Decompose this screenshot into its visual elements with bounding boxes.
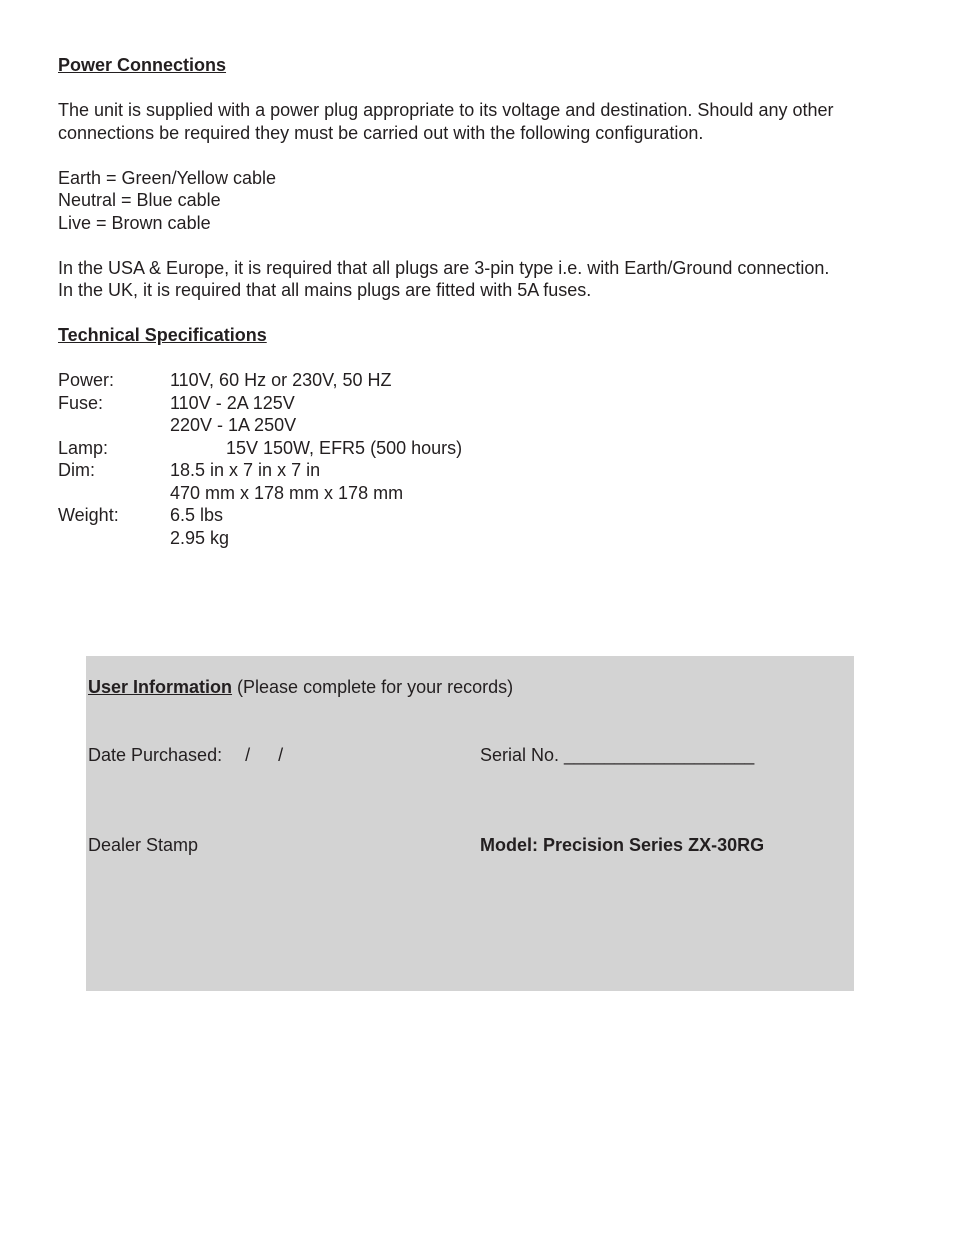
spec-label: Weight:	[58, 505, 119, 525]
spec-value: 110V, 60 Hz or 230V, 50 HZ	[170, 370, 392, 390]
technical-specifications-heading: Technical Specifications	[58, 325, 267, 345]
user-information-title	[88, 676, 513, 699]
spec-value: 18.5 in x 7 in x 7 in	[170, 460, 321, 480]
spec-label	[58, 482, 170, 505]
spec-value: 2.95 kg	[170, 527, 230, 548]
spec-row-dim	[58, 459, 898, 482]
user-information-subtitle: (Please complete for your records)	[232, 677, 514, 697]
spec-value: 110V - 2A 125V	[170, 392, 295, 413]
wiring-neutral: Neutral = Blue cable	[58, 190, 221, 210]
wiring-live: Live = Brown cable	[58, 212, 211, 233]
spec-row-fuse-2	[58, 414, 898, 437]
spec-row-dim-2	[58, 482, 898, 505]
spec-label: Power:	[58, 370, 115, 390]
spec-row-fuse	[58, 392, 898, 415]
date-separator: /	[278, 745, 284, 765]
document-page	[58, 54, 898, 549]
power-connections-heading: Power Connections	[58, 55, 227, 75]
spec-label: Lamp:	[58, 437, 109, 458]
serial-number-field[interactable]: Serial No. ___________________	[480, 745, 755, 765]
user-information-box	[86, 656, 854, 991]
spec-value: 470 mm x 178 mm x 178 mm	[170, 482, 404, 503]
spec-label	[58, 527, 170, 550]
spec-value: 15V 150W, EFR5 (500 hours)	[226, 437, 463, 458]
spec-label: Dim:	[58, 460, 95, 480]
dealer-stamp-label: Dealer Stamp	[88, 835, 199, 855]
model-label: Model: Precision Series ZX-30RG	[480, 835, 765, 855]
spec-value: 6.5 lbs	[170, 505, 224, 525]
plug-note-uk: In the UK, it is required that all mains plugs are fitted with 5A fuses.	[58, 280, 592, 300]
spec-row-power	[58, 369, 898, 392]
wiring-earth: Earth = Green/Yellow cable	[58, 167, 276, 188]
spec-row-lamp	[58, 437, 898, 460]
spec-row-weight-2	[58, 527, 898, 550]
plug-note-usa-europe: In the USA & Europe, it is required that all plugs are 3-pin type i.e. with Earth/Ground connection.	[58, 257, 830, 278]
date-separator: /	[245, 745, 251, 765]
user-information-heading: User Information	[88, 677, 233, 697]
power-intro-paragraph: The unit is supplied with a power plug appropriate to its voltage and destination. Should any other connections be required they must be carried out with the following configuration.	[58, 100, 834, 143]
spec-value: 220V - 1A 250V	[170, 415, 297, 435]
specs-table	[58, 369, 898, 549]
spec-row-weight	[58, 504, 898, 527]
date-purchased-field[interactable]	[88, 744, 283, 767]
spec-label	[58, 414, 170, 437]
date-purchased-label: Date Purchased:	[88, 745, 223, 765]
spec-label: Fuse:	[58, 392, 104, 413]
